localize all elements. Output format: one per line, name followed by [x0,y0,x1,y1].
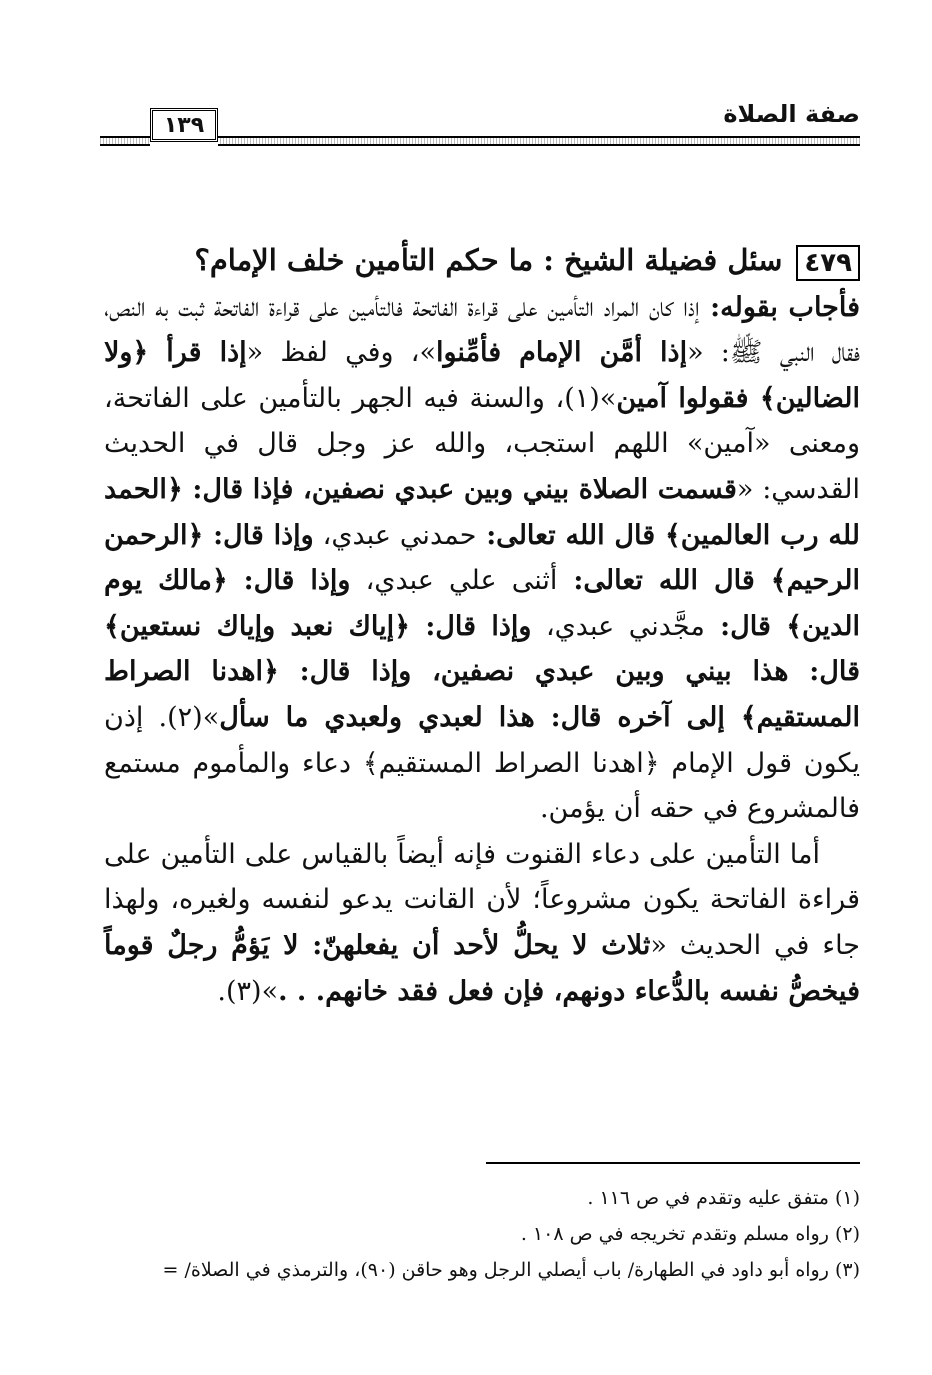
text-segment: أثنى علي عبدي، [350,565,558,597]
running-title: صفة الصلاة [723,100,860,128]
main-text [104,238,860,1014]
text-segment: فأجاب بقوله: [699,291,861,323]
text-segment: »(١)، والسنة فيه الجهر بالتأمين على الفاتحة، ومعنى «آمين» اللهم استجب، والله عز وجل قال في الحديث القدسي: « [104,382,860,505]
text-segment: »(٢). إذن يكون قول الإمام ﴿اهدنا الصراط المستقيم﴾ دعاء والمأموم مستمع فالمشروع في حقه أن يؤمن. [104,701,860,825]
question-text: سئل فضيلة الشيخ : ما حكم التأمين خلف الإمام؟ [194,243,783,277]
text-segment: إذا كان المراد التأمين على قراءة الفاتحة فالتأمين على قراءة الفاتحة ثبت به النص، فقال النبي ﷺ: « [104,291,860,369]
qunut-paragraph [104,832,860,1014]
answer-paragraph [104,285,860,832]
text-segment: »(٣). [217,975,279,1007]
footnote-3: (٣) رواه أبو داود في الطهارة/ باب أيصلي الرجل وهو حاقن (٩٠)، والترمذي في الصلاة/ = [162,1259,860,1281]
page-header [100,100,860,156]
footnote-separator [486,1162,860,1164]
footnote-1: (١) متفق عليه وتقدم في ص ١١٦ . [587,1187,860,1209]
footnotes [104,1180,860,1288]
text-segment: »، وفي لفظ « [246,337,436,369]
text-segment: إذا أمَّن الإمام فأمِّنوا [435,337,688,369]
page-number: ١٣٩ [150,108,218,142]
footnote-2: (٢) رواه مسلم وتقدم تخريجه في ص ١٠٨ . [520,1223,860,1245]
question-number: ٤٧٩ [796,245,860,281]
text-segment: ثلاث لا يحلُّ لأحد أن يفعلهنّ: لا يَؤمُّ رجلٌ قوماً فيخصُّ نفسه بالدُّعاء دونهم، فإن فعل فقد خانهم. . . [104,929,860,1007]
text-segment: إذا قرأ ﴿ولا الضالين﴾ فقولوا آمين [104,337,860,414]
text-segment: وإذا قال: ﴿الرحمن الرحيم﴾ قال الله تعالى: [104,519,860,597]
text-segment: حمدني عبدي، [313,519,477,551]
text-segment: وإذا قال: ﴿إياك نعبد وإياك نستعين﴾ قال: هذا بيني وبين عبدي نصفين، وإذا قال: ﴿اهدنا الصراط المستقيم﴾ إلى آخره قال: هذا لعبدي ولعبدي ما سأل [104,610,860,733]
text-segment: وإذا قال: ﴿مالك يوم الدين﴾ قال: [104,565,860,642]
text-segment: مجَّدني عبدي، [531,610,705,642]
question-line [104,238,860,285]
text-segment: قسمت الصلاة بيني وبين عبدي نصفين، فإذا قال: ﴿الحمد لله رب العالمين﴾ قال الله تعالى: [104,473,860,551]
text-segment: أما التأمين على دعاء القنوت فإنه أيضاً بالقياس على التأمين على قراءة الفاتحة يكون مشروعاً؛ لأن القانت يدعو لنفسه ولغيره، ولهذا جاء في الحديث « [104,838,860,961]
